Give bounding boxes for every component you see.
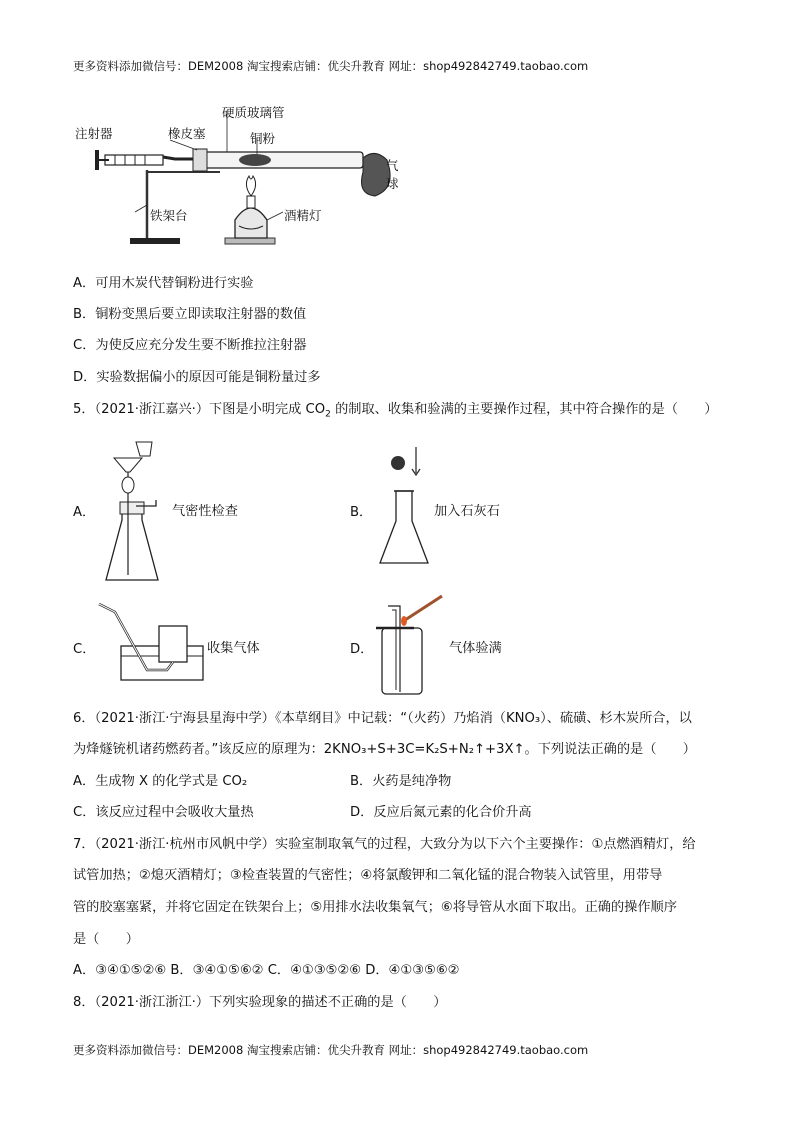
label-balloon-1: 气 [386,158,399,173]
q4-option-c: C．为使反应充分发生要不断推拉注射器 [73,338,307,353]
q5-d-diagram [370,594,445,696]
q5-option-a-letter: A． [73,505,96,520]
q6-option-b: B．火药是纯净物 [350,774,452,789]
label-lamp: 酒精灯 [284,208,322,223]
label-stand: 铁架台 [150,208,188,223]
label-syringe: 注射器 [75,126,113,141]
q5-stem: 5．（2021·浙江嘉兴·）下图是小明完成 $CO_2$ 的制取、收集和验满的主要操作过程，其中符合操作的是（ ） [73,402,718,420]
q5-option-a-caption: 气密性检查 [172,504,238,519]
q5-option-d-letter: D． [350,642,374,657]
label-copper: 铜粉 [250,131,276,146]
q6-option-c: C．该反应过程中会吸收大量热 [73,805,254,820]
q6-option-d: D．反应后氮元素的化合价升高 [350,805,532,820]
q6-option-a: A．生成物 X 的化学式是 CO₂ [73,774,248,789]
q4-option-b: B．铜粉变黑后要立即读取注射器的数值 [73,307,307,322]
q7-line-1: 7．（2021·浙江·杭州市风帆中学）实验室制取氧气的过程，大致分为以下六个主要操作：①点燃酒精灯，给 [73,837,696,852]
q6-line-1: 6．（2021·浙江·宁海县星海中学）《本草纲目》中记载：“（火药）乃焰消（KNO₃）、硫磺、杉木炭所合，以 [73,711,692,726]
q5-a-diagram [100,440,170,588]
q7-line-2: 试管加热；②熄灭酒精灯；③检查装置的气密性；④将氯酸钾和二氧化锰的混合物装入试管里，用带导 [73,868,663,883]
q5-c-diagram [95,598,207,683]
label-balloon-2: 球 [386,176,399,191]
q5-option-b-caption: 加入石灰石 [434,504,500,519]
apparatus-diagram [75,100,395,250]
q8-stem: 8．（2021·浙江浙江·）下列实验现象的描述不正确的是（ ） [73,995,447,1010]
label-glass-tube: 硬质玻璃管 [222,105,285,120]
q4-option-d: D．实验数据偏小的原因可能是铜粉量过多 [73,370,321,385]
q4-option-a: A．可用木炭代替铜粉进行实验 [73,276,254,291]
q7-options: A．③④①⑤②⑥ B．③④①⑤⑥② C．④①③⑤②⑥ D．④①③⑤⑥② [73,963,460,978]
q5-option-c-letter: C． [73,642,96,657]
q5-option-b-letter: B． [350,505,373,520]
label-stopper: 橡皮塞 [168,126,206,141]
q5-option-d-caption: 气体验满 [449,641,502,656]
q7-line-3: 管的胶塞塞紧，并将它固定在铁架台上；⑤用排水法收集氧气；⑥将导管从水面下取出。正确的操作顺序 [73,900,677,915]
q7-line-4: 是（ ） [73,932,139,947]
q5-b-diagram [376,445,436,570]
footer-promo: 更多资料添加微信号：DEM2008 淘宝搜索店铺：优尖升教育 网址：shop492842749.taobao.com [73,1043,589,1057]
header-promo: 更多资料添加微信号：DEM2008 淘宝搜索店铺：优尖升教育 网址：shop492842749.taobao.com [73,59,589,73]
q5-option-c-caption: 收集气体 [207,641,260,656]
q6-line-2: 为烽燧铳机诸药燃药者。”该反应的原理为：2KNO₃+S+3C=K₂S+N₂↑+3X↑。下列说法正确的是（ ） [73,742,696,757]
